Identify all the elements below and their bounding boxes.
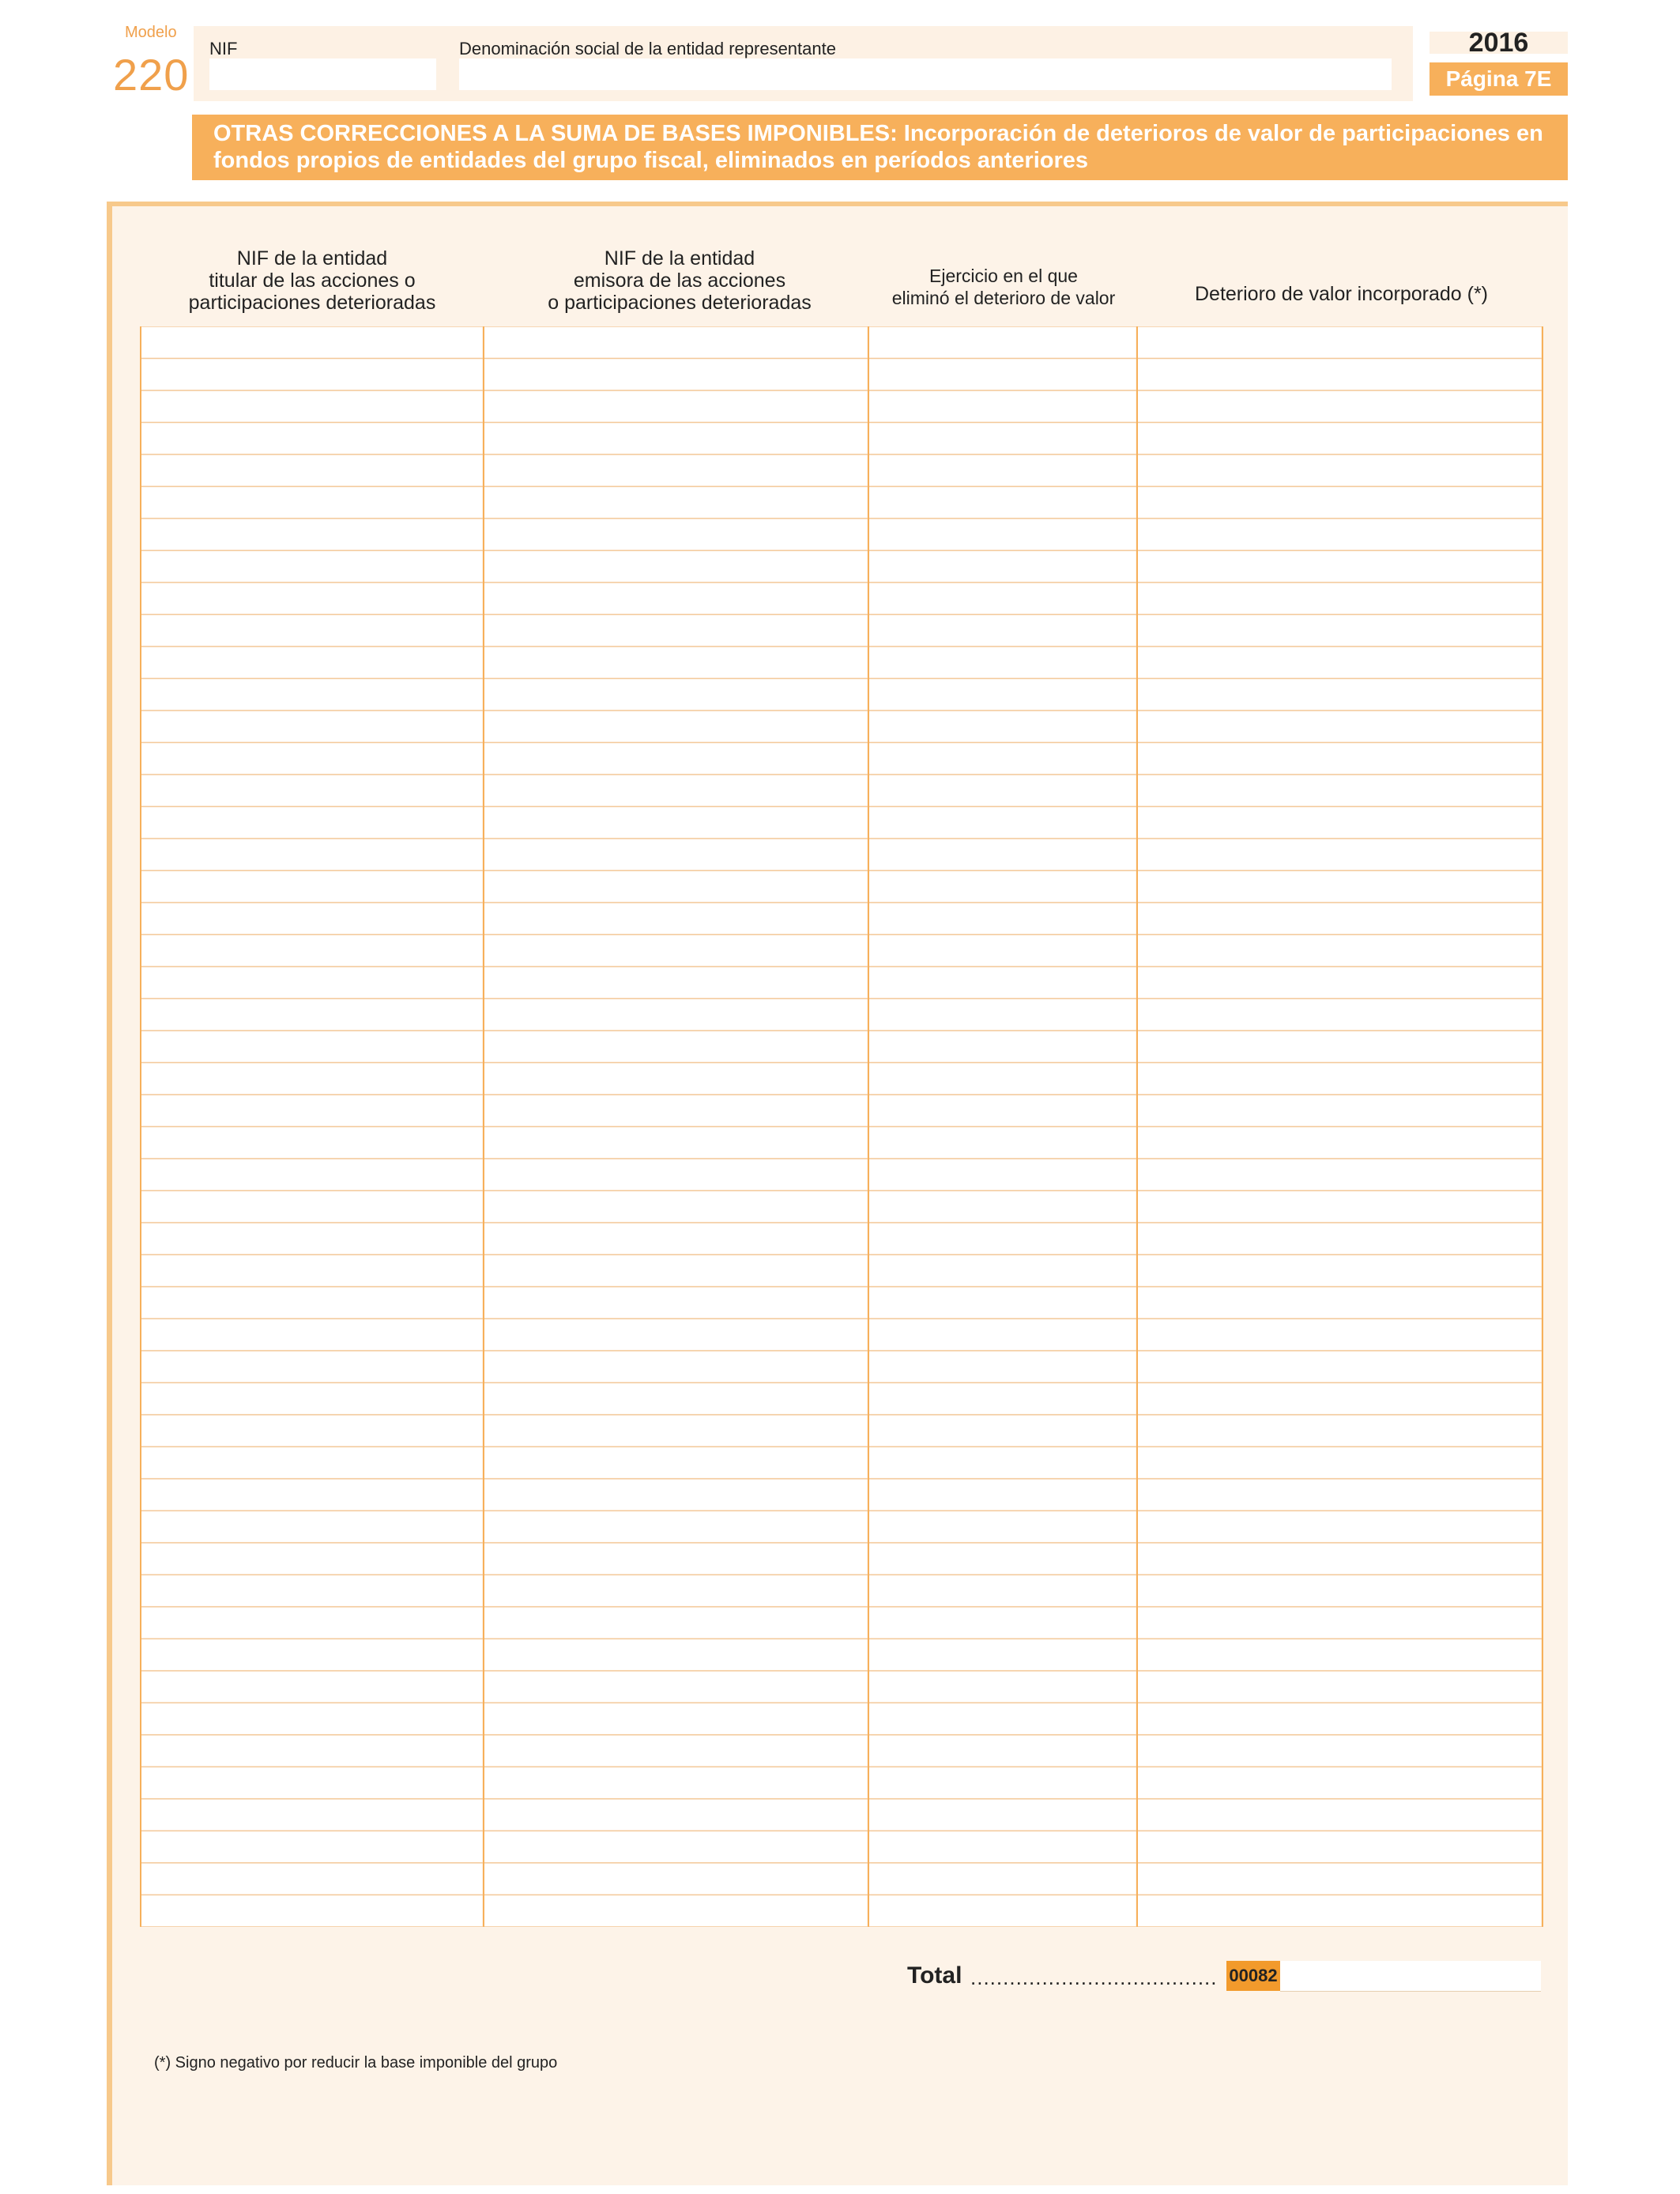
table-cell[interactable]	[484, 1735, 867, 1766]
table-cell[interactable]	[1138, 423, 1541, 454]
table-cell[interactable]	[869, 1159, 1136, 1190]
table-cell[interactable]	[869, 1479, 1136, 1510]
table-cell[interactable]	[1138, 1383, 1541, 1415]
table-cell[interactable]	[1138, 1095, 1541, 1126]
table-cell[interactable]	[1138, 1543, 1541, 1574]
table-cell[interactable]	[141, 326, 482, 358]
column-header-line: Deterioro de valor incorporado (*)	[1194, 283, 1488, 305]
table-cell[interactable]	[869, 1863, 1136, 1894]
table-cell[interactable]	[141, 1479, 482, 1510]
table-cell[interactable]	[484, 1127, 867, 1159]
table-cell[interactable]	[141, 871, 482, 903]
table-cell[interactable]	[484, 1671, 867, 1702]
table-cell[interactable]	[869, 582, 1136, 614]
column-header-line: participaciones deterioradas	[188, 292, 436, 314]
section-title: OTRAS CORRECCIONES A LA SUMA DE BASES IMPONIBLES: Incorporación de deterioros de valor de participaciones en fondos propios de entidades del grupo fiscal, eliminados en períodos anteriores	[213, 121, 1543, 173]
table-cell[interactable]	[1138, 1863, 1541, 1894]
table-cell[interactable]	[484, 1639, 867, 1671]
table-cell[interactable]	[869, 807, 1136, 839]
table-cell[interactable]	[141, 935, 482, 967]
table-cell[interactable]	[869, 1799, 1136, 1830]
table-cell[interactable]	[141, 359, 482, 390]
table-cell[interactable]	[1138, 1895, 1541, 1927]
table-cell[interactable]	[869, 839, 1136, 870]
table-cell[interactable]	[484, 1767, 867, 1799]
table-cell[interactable]	[484, 743, 867, 775]
table-cell[interactable]	[141, 1895, 482, 1927]
table-cell[interactable]	[1138, 1735, 1541, 1766]
table-cell[interactable]	[1138, 1479, 1541, 1510]
table-cell[interactable]	[141, 647, 482, 678]
table-cell[interactable]	[484, 1351, 867, 1382]
denominacion-label: Denominación social de la entidad representante	[459, 39, 836, 58]
table-cell[interactable]	[869, 551, 1136, 582]
table-cell[interactable]	[484, 1319, 867, 1351]
table-cell[interactable]	[484, 359, 867, 390]
table-cell[interactable]	[869, 1031, 1136, 1062]
table-cell[interactable]	[484, 647, 867, 678]
table-cell[interactable]	[1138, 1351, 1541, 1382]
table-cell[interactable]	[141, 775, 482, 806]
table-cell[interactable]	[141, 1415, 482, 1446]
table-cell[interactable]	[484, 999, 867, 1031]
table-cell[interactable]	[141, 1767, 482, 1799]
table-cell[interactable]	[869, 999, 1136, 1031]
table-cell[interactable]	[1138, 935, 1541, 967]
column-header-line: NIF de la entidad	[236, 247, 388, 270]
total-leader-dots: ......................................	[970, 1966, 1218, 1989]
table-cell[interactable]	[484, 615, 867, 647]
table-cell[interactable]	[484, 903, 867, 934]
column-header-line: eliminó el deterioro de valor	[891, 288, 1116, 308]
column-header-line: Ejercicio en el que	[929, 266, 1078, 286]
table-cell[interactable]	[869, 326, 1136, 358]
table-cell[interactable]	[869, 487, 1136, 518]
table-cell[interactable]	[1138, 1447, 1541, 1479]
table-cell[interactable]	[484, 1543, 867, 1574]
table-cell[interactable]	[484, 839, 867, 870]
table-cell[interactable]	[1138, 1639, 1541, 1671]
table-cell[interactable]	[141, 1223, 482, 1254]
table-cell[interactable]	[1138, 1671, 1541, 1702]
table-cell[interactable]	[484, 871, 867, 903]
table-cell[interactable]	[1138, 1767, 1541, 1799]
table-cell[interactable]	[484, 807, 867, 839]
table-cell[interactable]	[141, 1031, 482, 1062]
table-cell[interactable]	[484, 487, 867, 518]
table-cell[interactable]	[869, 1895, 1136, 1927]
table-cell[interactable]	[484, 1223, 867, 1254]
table-cell[interactable]	[869, 1319, 1136, 1351]
table-cell[interactable]	[1138, 487, 1541, 518]
column-header-nif-titular	[142, 247, 482, 314]
table-cell[interactable]	[869, 1095, 1136, 1126]
year-badge: 2016	[1430, 32, 1568, 54]
table-cell[interactable]	[484, 454, 867, 486]
table-cell[interactable]	[141, 582, 482, 614]
table-cell[interactable]	[869, 1223, 1136, 1254]
table-cell[interactable]	[869, 518, 1136, 550]
table-cell[interactable]	[484, 1383, 867, 1415]
table-cell[interactable]	[141, 1703, 482, 1735]
entries-table[interactable]	[140, 326, 1543, 1927]
table-cell[interactable]	[484, 1255, 867, 1287]
table-cell[interactable]	[869, 679, 1136, 711]
column-header-nif-emisora	[486, 247, 873, 314]
column-header-deterioro	[1142, 283, 1541, 305]
table-cell[interactable]	[484, 1095, 867, 1126]
table-cell[interactable]	[869, 1255, 1136, 1287]
table-cell[interactable]	[869, 1703, 1136, 1735]
table-cell[interactable]	[484, 1831, 867, 1863]
table-cell[interactable]	[484, 1287, 867, 1318]
table-cell[interactable]	[1138, 582, 1541, 614]
nif-label: NIF	[209, 39, 238, 58]
table-cell[interactable]	[141, 967, 482, 998]
table-cell[interactable]	[1138, 1703, 1541, 1735]
table-cell[interactable]	[141, 390, 482, 422]
table-cell[interactable]	[869, 1415, 1136, 1446]
table-cell[interactable]	[141, 1127, 482, 1159]
table-cell[interactable]	[869, 935, 1136, 967]
table-cell[interactable]	[484, 1159, 867, 1190]
table-cell[interactable]	[484, 1575, 867, 1607]
table-cell[interactable]	[1138, 454, 1541, 486]
table-cell[interactable]	[484, 1863, 867, 1894]
table-cell[interactable]	[869, 647, 1136, 678]
table-cell[interactable]	[1138, 1191, 1541, 1223]
table-cell[interactable]	[484, 551, 867, 582]
table-cell[interactable]	[484, 1063, 867, 1095]
modelo-number: 220	[113, 50, 190, 100]
table-cell[interactable]	[141, 1191, 482, 1223]
table-cell[interactable]	[869, 1351, 1136, 1382]
table-cell[interactable]	[1138, 743, 1541, 775]
table-cell[interactable]	[869, 871, 1136, 903]
table-cell[interactable]	[141, 999, 482, 1031]
table-cell[interactable]	[1138, 1159, 1541, 1190]
table-cell[interactable]	[1138, 1127, 1541, 1159]
table-cell[interactable]	[484, 935, 867, 967]
table-cell[interactable]	[484, 967, 867, 998]
table-cell[interactable]	[869, 1287, 1136, 1318]
table-cell[interactable]	[869, 1383, 1136, 1415]
table-cell[interactable]	[141, 1159, 482, 1190]
table-cell[interactable]	[1138, 1319, 1541, 1351]
table-cell[interactable]	[1138, 1799, 1541, 1830]
table-cell[interactable]	[869, 423, 1136, 454]
table-cell[interactable]	[141, 615, 482, 647]
table-cell[interactable]	[1138, 1415, 1541, 1446]
table-cell[interactable]	[484, 1703, 867, 1735]
table-cell[interactable]	[869, 743, 1136, 775]
table-cell[interactable]	[869, 1127, 1136, 1159]
table-cell[interactable]	[1138, 1607, 1541, 1638]
table-cell[interactable]	[141, 1671, 482, 1702]
table-cell[interactable]	[141, 743, 482, 775]
table-cell[interactable]	[869, 1607, 1136, 1638]
table-cell[interactable]	[141, 1735, 482, 1766]
table-cell[interactable]	[869, 1671, 1136, 1702]
table-cell[interactable]	[869, 1063, 1136, 1095]
total-label: Total	[907, 1962, 962, 1989]
modelo-label: Modelo	[125, 24, 177, 41]
table-cell[interactable]	[484, 1031, 867, 1062]
table-cell[interactable]	[484, 326, 867, 358]
table-cell[interactable]	[1138, 326, 1541, 358]
column-header-line: titular de las acciones o	[209, 270, 416, 292]
table-cell[interactable]	[1138, 1831, 1541, 1863]
table-cell[interactable]	[1138, 967, 1541, 998]
total-field[interactable]	[1280, 1961, 1541, 1992]
column-header-ejercicio	[869, 265, 1138, 309]
table-cell[interactable]	[869, 903, 1136, 934]
panel-left-border	[107, 202, 112, 2185]
table-cell[interactable]	[1138, 1511, 1541, 1543]
table-cell[interactable]	[1138, 839, 1541, 870]
denominacion-field[interactable]	[459, 58, 1392, 90]
table-cell[interactable]	[869, 1447, 1136, 1479]
table-cell[interactable]	[484, 423, 867, 454]
table-cell[interactable]	[1138, 871, 1541, 903]
table-cell[interactable]	[141, 454, 482, 486]
column-header-line: o participaciones deterioradas	[548, 292, 812, 314]
column-header-line: NIF de la entidad	[604, 247, 755, 270]
table-cell[interactable]	[869, 1575, 1136, 1607]
table-cell[interactable]	[141, 1799, 482, 1830]
table-cell[interactable]	[1138, 615, 1541, 647]
table-cell[interactable]	[1138, 903, 1541, 934]
table-cell[interactable]	[141, 1063, 482, 1095]
table-cell[interactable]	[1138, 1255, 1541, 1287]
table-cell[interactable]	[869, 1735, 1136, 1766]
table-cell[interactable]	[141, 1447, 482, 1479]
table-cell[interactable]	[141, 487, 482, 518]
table-cell[interactable]	[869, 1639, 1136, 1671]
table-cell[interactable]	[484, 1511, 867, 1543]
page-badge: Página 7E	[1430, 62, 1568, 96]
table-cell[interactable]	[869, 454, 1136, 486]
table-cell[interactable]	[869, 1511, 1136, 1543]
table-cell[interactable]	[141, 1543, 482, 1574]
table-cell[interactable]	[869, 967, 1136, 998]
table-cell[interactable]	[484, 775, 867, 806]
table-cell[interactable]	[141, 1863, 482, 1894]
table-cell[interactable]	[869, 1191, 1136, 1223]
table-cell[interactable]	[1138, 359, 1541, 390]
table-cell[interactable]	[141, 1319, 482, 1351]
table-cell[interactable]	[141, 679, 482, 711]
table-cell[interactable]	[869, 390, 1136, 422]
table-cell[interactable]	[484, 1191, 867, 1223]
table-grid	[140, 326, 1543, 1927]
table-cell[interactable]	[1138, 647, 1541, 678]
table-cell[interactable]	[484, 390, 867, 422]
column-header-line: emisora de las acciones	[573, 270, 786, 292]
table-cell[interactable]	[1138, 999, 1541, 1031]
table-cell[interactable]	[1138, 390, 1541, 422]
table-cell[interactable]	[141, 1287, 482, 1318]
table-cell[interactable]	[1138, 551, 1541, 582]
table-cell[interactable]	[484, 518, 867, 550]
table-cell[interactable]	[484, 711, 867, 742]
table-cell[interactable]	[141, 1095, 482, 1126]
table-cell[interactable]	[1138, 807, 1541, 839]
table-cell[interactable]	[1138, 775, 1541, 806]
table-cell[interactable]	[484, 1607, 867, 1638]
table-cell[interactable]	[484, 1799, 867, 1830]
table-cell[interactable]	[141, 903, 482, 934]
table-cell[interactable]	[484, 1447, 867, 1479]
panel-top-border	[107, 202, 1568, 206]
total-box-code: 00082	[1226, 1961, 1280, 1991]
table-cell[interactable]	[484, 582, 867, 614]
table-cell[interactable]	[1138, 679, 1541, 711]
table-cell[interactable]	[141, 1383, 482, 1415]
table-cell[interactable]	[141, 807, 482, 839]
table-cell[interactable]	[869, 359, 1136, 390]
table-cell[interactable]	[869, 1831, 1136, 1863]
table-cell[interactable]	[141, 518, 482, 550]
table-cell[interactable]	[1138, 1575, 1541, 1607]
table-cell[interactable]	[1138, 518, 1541, 550]
table-cell[interactable]	[141, 551, 482, 582]
table-cell[interactable]	[484, 1479, 867, 1510]
table-cell[interactable]	[141, 1575, 482, 1607]
table-cell[interactable]	[484, 679, 867, 711]
table-cell[interactable]	[141, 1511, 482, 1543]
table-cell[interactable]	[141, 423, 482, 454]
table-cell[interactable]	[484, 1415, 867, 1446]
table-cell[interactable]	[141, 1255, 482, 1287]
nif-field[interactable]	[209, 58, 436, 90]
table-cell[interactable]	[869, 1543, 1136, 1574]
table-cell[interactable]	[141, 1639, 482, 1671]
table-cell[interactable]	[141, 839, 482, 870]
table-cell[interactable]	[141, 711, 482, 742]
table-cell[interactable]	[869, 711, 1136, 742]
table-cell[interactable]	[869, 1767, 1136, 1799]
table-cell[interactable]	[484, 1895, 867, 1927]
table-cell[interactable]	[1138, 1031, 1541, 1062]
table-cell[interactable]	[1138, 711, 1541, 742]
table-cell[interactable]	[141, 1831, 482, 1863]
table-cell[interactable]	[1138, 1287, 1541, 1318]
table-cell[interactable]	[869, 615, 1136, 647]
table-cell[interactable]	[869, 775, 1136, 806]
table-cell[interactable]	[1138, 1223, 1541, 1254]
table-cell[interactable]	[1138, 1063, 1541, 1095]
table-cell[interactable]	[141, 1607, 482, 1638]
table-cell[interactable]	[141, 1351, 482, 1382]
footnote: (*) Signo negativo por reducir la base imponible del grupo	[154, 2054, 558, 2071]
